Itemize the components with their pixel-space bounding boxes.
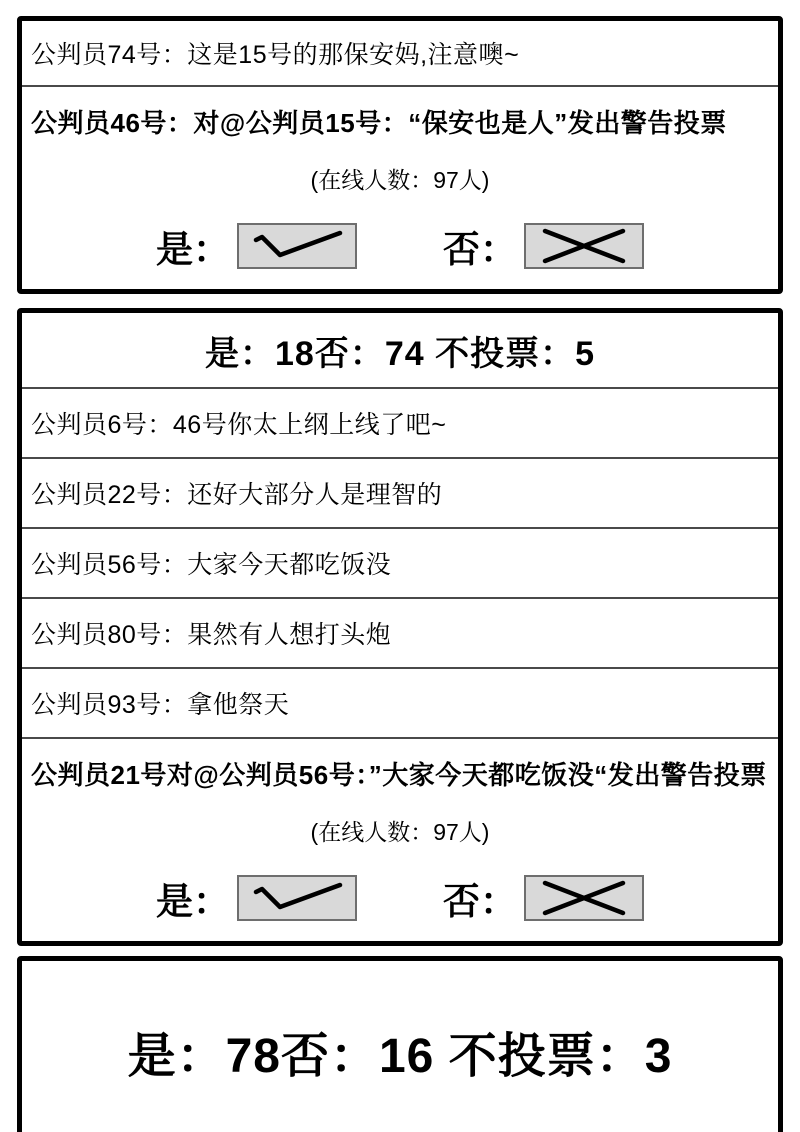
chat-row xyxy=(22,529,778,599)
vote-no-button[interactable] xyxy=(524,875,644,921)
vote-panel-1 xyxy=(17,16,783,294)
no-label: 否： xyxy=(443,881,517,922)
vote-result-header xyxy=(22,313,778,389)
vote-announcement: 公判员46号：对@公判员15号：“保安也是人”发出警告投票 xyxy=(31,108,727,138)
check-icon xyxy=(244,227,350,265)
vote-option-no xyxy=(443,219,644,273)
check-icon xyxy=(244,879,350,917)
chat-row xyxy=(22,389,778,459)
vote-no-button[interactable] xyxy=(524,223,644,269)
chat-message: 公判员56号：大家今天都吃饭没 xyxy=(31,551,392,579)
vote-yes-button[interactable] xyxy=(237,223,357,269)
chat-row xyxy=(22,459,778,529)
online-count: (在线人数：97人) xyxy=(310,819,490,845)
final-result-text: 是：78否：16 不投票：3 xyxy=(127,1029,673,1083)
cross-icon xyxy=(531,879,637,917)
vote-yes-button[interactable] xyxy=(237,875,357,921)
vote-section xyxy=(22,739,778,941)
yes-label: 是： xyxy=(156,881,230,922)
chat-message: 公判员74号：这是15号的那保安妈,注意噢~ xyxy=(31,41,520,69)
vote-option-yes xyxy=(156,871,357,925)
vote-option-yes xyxy=(156,219,357,273)
chat-row xyxy=(22,599,778,669)
chat-message: 公判员93号：拿他祭天 xyxy=(31,691,290,719)
chat-row xyxy=(22,21,778,87)
vote-section xyxy=(22,87,778,289)
chat-message: 公判员6号：46号你太上纲上线了吧~ xyxy=(31,411,447,439)
vote-announcement: 公判员21号对@公判员56号：”大家今天都吃饭没“发出警告投票 xyxy=(31,760,767,790)
online-count: (在线人数：97人) xyxy=(310,167,490,193)
chat-message: 公判员22号：还好大部分人是理智的 xyxy=(31,481,443,509)
vote-panel-2 xyxy=(17,308,783,946)
vote-row xyxy=(31,871,769,925)
no-label: 否： xyxy=(443,229,517,270)
vote-row xyxy=(31,219,769,273)
chat-row xyxy=(22,669,778,739)
vote-result-text: 是：18否：74 不投票：5 xyxy=(205,334,595,373)
chat-message: 公判员80号：果然有人想打头炮 xyxy=(31,621,392,649)
cross-icon xyxy=(531,227,637,265)
yes-label: 是： xyxy=(156,229,230,270)
final-result-panel xyxy=(17,956,783,1132)
vote-option-no xyxy=(443,871,644,925)
